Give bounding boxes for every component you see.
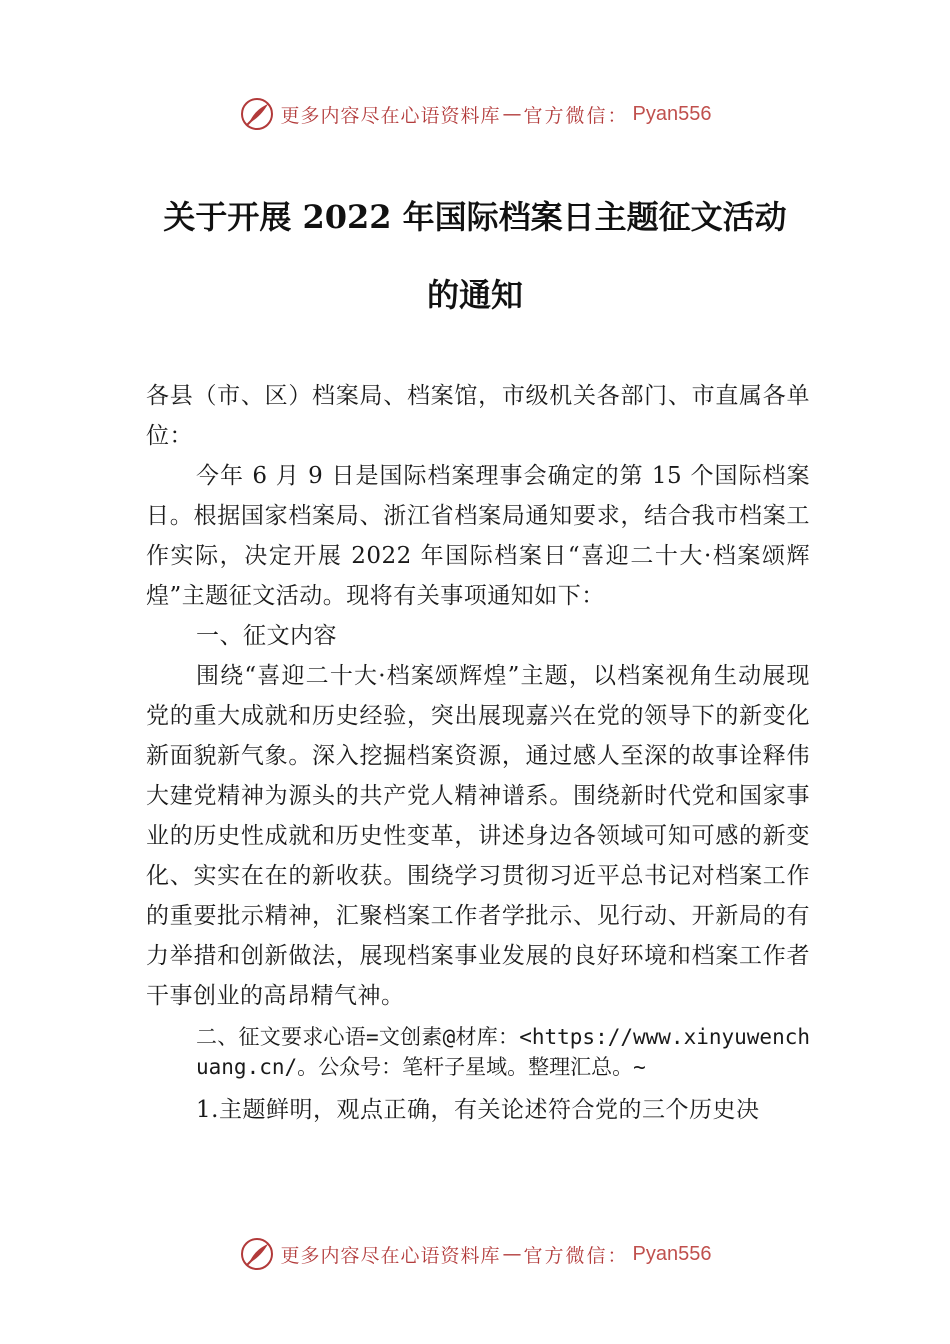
banner-separator: — bbox=[502, 1243, 522, 1265]
document-body bbox=[146, 376, 810, 1130]
section-1-heading: 一、征文内容 bbox=[196, 623, 337, 649]
banner-label: 官方微信： bbox=[523, 104, 629, 127]
feather-quill-icon bbox=[239, 1236, 275, 1272]
banner-text: 更多内容尽在心语资料库 bbox=[280, 104, 501, 127]
banner-separator: — bbox=[502, 103, 522, 125]
banner-text: 更多内容尽在心语资料库 bbox=[280, 1244, 501, 1267]
section-2-heading: 二、征文要求心语=文创素@材库：<https://www.xinyuwenchuang.cn/。公众号：笔杆子星域。整理汇总。~ bbox=[196, 1025, 810, 1079]
section-1-body: 围绕“喜迎二十大·档案颂辉煌”主题，以档案视角生动展现党的重大成就和历史经验，突出展现嘉兴在党的领导下的新变化新面貌新气象。深入挖掘档案资源，通过感人至深的故事诠释伟大建党精神为源头的共产党人精神谱系。围绕新时代党和国家事业的历史性成就和历史性变革，讲述身边各领域可知可感的新变化、实实在在的新收获。围绕学习贯彻习近平总书记对档案工作的重要批示精神，汇聚档案工作者学批示、见行动、开新局的有力举措和创新做法，展现档案事业发展的良好环境和档案工作者干事创业的高昂精气神。 bbox=[146, 663, 810, 1009]
document-title bbox=[120, 178, 830, 334]
banner-label: 官方微信： bbox=[523, 1244, 629, 1267]
footer-banner bbox=[0, 1234, 950, 1274]
salutation: 各县（市、区）档案局、档案馆，市级机关各部门、市直属各单位： bbox=[146, 383, 810, 449]
intro-paragraph: 今年 6 月 9 日是国际档案理事会确定的第 15 个国际档案日。根据国家档案局、浙江省档案局通知要求，结合我市档案工作实际，决定开展 2022 年国际档案日“喜迎二十大·档案颂辉煌”主题征文活动。现将有关事项通知如下： bbox=[146, 463, 810, 609]
banner-wechat-id: Pyan556 bbox=[632, 102, 712, 125]
title-line-2: 的通知 bbox=[426, 276, 523, 314]
item-1: 1.主题鲜明，观点正确，有关论述符合党的三个历史决 bbox=[196, 1097, 760, 1123]
banner-wechat-id: Pyan556 bbox=[632, 1242, 712, 1265]
feather-quill-icon bbox=[239, 96, 275, 132]
header-banner bbox=[0, 94, 950, 134]
title-line-1: 关于开展 2022 年国际档案日主题征文活动 bbox=[163, 198, 787, 236]
